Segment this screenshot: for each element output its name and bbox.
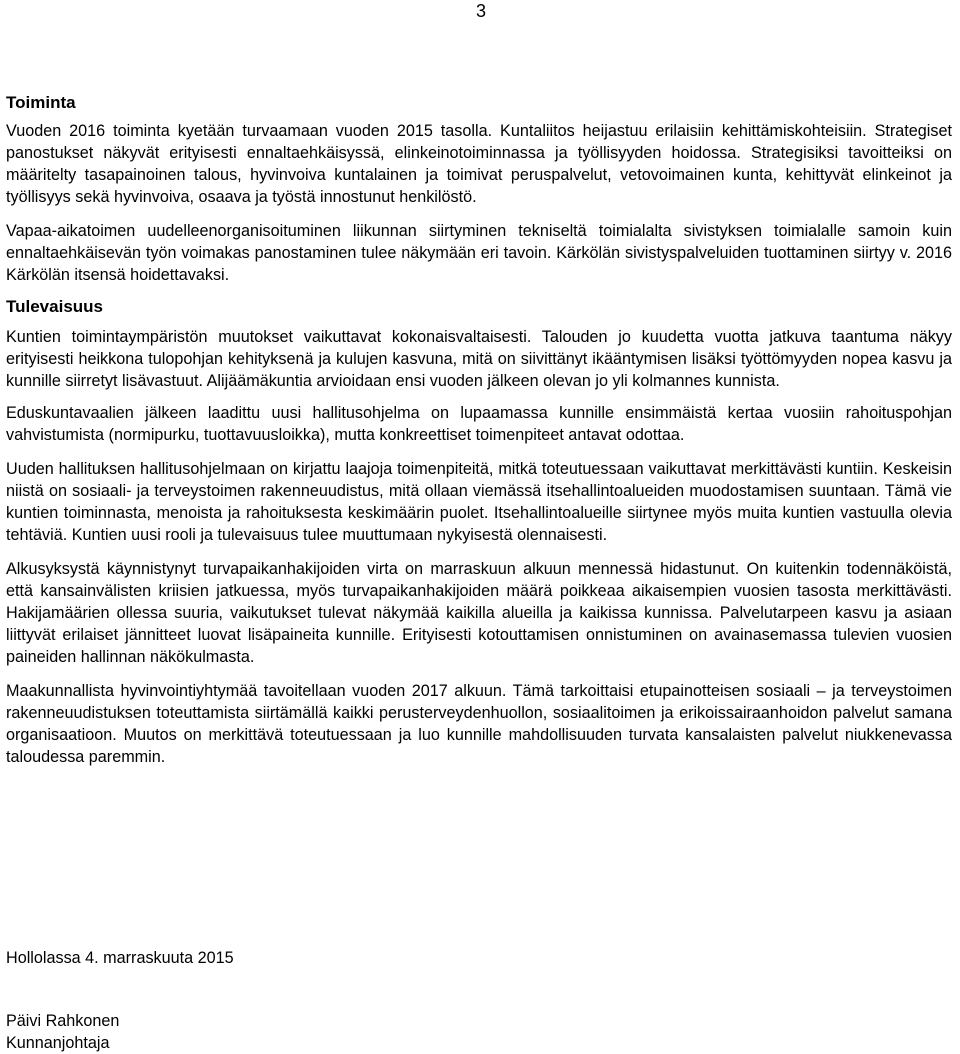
- signature-block: [6, 1010, 119, 1054]
- paragraph-social-health-reform: Uuden hallituksen hallitusohjelmaan on kirjattu laajoja toimenpiteitä, mitkä toteutuessaan vaikuttavat merkittävästi kuntiin. Keskeisin niistä on sosiaali- ja terveystoimen rakenneuudistus, mitä ollaan viemässä itsehallintoalueiden muodostamisen suuntaan. Tämä vie kuntien toiminnasta, menoista ja rahoituksesta keskimäärin puolet. Itsehallintoalueille siirtynee myös muita kuntien vastuulla olevia tehtäviä. Kuntien uusi rooli ja tulevaisuus tulee muuttumaan nykyisestä olennaisesti.: [6, 460, 952, 544]
- signer-name: Päivi Rahkonen: [6, 1012, 120, 1030]
- paragraph-asylum-seekers: Alkusyksystä käynnistynyt turvapaikanhakijoiden virta on marraskuun alkuun mennessä hidastunut. On kuitenkin todennäköistä, että kansainvälisten kriisien jatkuessa, myös turvapaikanhakijoiden määrä poikkeaa aikaisempien vuosien tasosta merkittävästi. Hakijamäärien ollessa suuria, vaikutukset tulevat näkymää kaikilla alueilla ja kaikissa kunnissa. Palvelutarpeen kasvu ja asiaan liittyvät erilaiset jännitteet luovat lisäpaineita kunnille. Erityisesti kotouttamisen onnistuminen on avainasemassa tulevien vuosien paineiden hallinnan näkökulmasta.: [6, 560, 952, 666]
- document-body: [6, 92, 952, 768]
- signer-title: Kunnanjohtaja: [6, 1034, 110, 1052]
- section-heading-tulevaisuus: Tulevaisuus: [6, 297, 103, 316]
- paragraph-leisure-reorganization: Vapaa-aikatoimen uudelleenorganisoituminen liikunnan siirtyminen tekniseltä toimialalta sivistyksen toimialalle samoin kuin ennaltaehkäisevän työn voimakas panostaminen tulee näkymään eri tavoin. Kärkölän sivistyspalveluiden tuottaminen siirtyy v. 2016 Kärkölän itsensä hoidettavaksi.: [6, 222, 952, 284]
- paragraph-operating-environment: Kuntien toimintaympäristön muutokset vaikuttavat kokonaisvaltaisesti. Talouden jo kuudetta vuotta jatkuva taantuma näkyy erityisesti heikkona tulopohjan kehityksenä ja kulujen kasvuna, mitä on siivittänyt ikääntymisen lisäksi työttömyyden nopea kasvu ja kunnille siirretyt lisävastuut. Alijäämäkuntia arvioidaan ensi vuoden jälkeen olevan jo yli kolmannes kunnista.: [6, 328, 952, 390]
- paragraph-regional-welfare: Maakunnallista hyvinvointiyhtymää tavoitellaan vuoden 2017 alkuun. Tämä tarkoittaisi etupainotteisen sosiaali – ja terveystoimen rakenneuudistuksen toteuttamista siirtämällä kaikki perusterveydenhuollon, sosiaalitoimen ja erikoissairaanhoidon palvelut samana organisaatioon. Muutos on merkittävä toteutuessaan ja luo kunnille mahdollisuuden turvata kansalaisten palvelut niukkenevassa taloudessa paremmin.: [6, 682, 952, 766]
- paragraph-strategy: Vuoden 2016 toiminta kyetään turvaamaan vuoden 2015 tasolla. Kuntaliitos heijastuu erilaisiin kehittämiskohteisiin. Strategiset panostukset näkyvät erityisesti ennaltaehkäisyssä, elinkeinotoiminnassa ja työllisyyden hoidossa. Strategisiksi tavoitteiksi on määritelty tasapainoinen talous, hyvinvoiva kuntalainen ja toimivat peruspalvelut, vetovoimainen kunta, kehittyvät elinkeinot ja työllisyys sekä hyvinvoiva, osaava ja työstä innostunut henkilöstö.: [6, 122, 952, 206]
- section-heading-toiminta: Toiminta: [6, 93, 76, 112]
- paragraph-government-program: Eduskuntavaalien jälkeen laadittu uusi hallitusohjelma on lupaamassa kunnille ensimmäistä kertaa vuosiin rahoituspohjan vahvistumista (normipurku, tuottavuusloikka), mutta konkreettiset toimenpiteet antavat odottaa.: [6, 404, 952, 444]
- place-and-date: Hollolassa 4. marraskuuta 2015: [6, 949, 234, 967]
- page-number: 3: [476, 1, 487, 21]
